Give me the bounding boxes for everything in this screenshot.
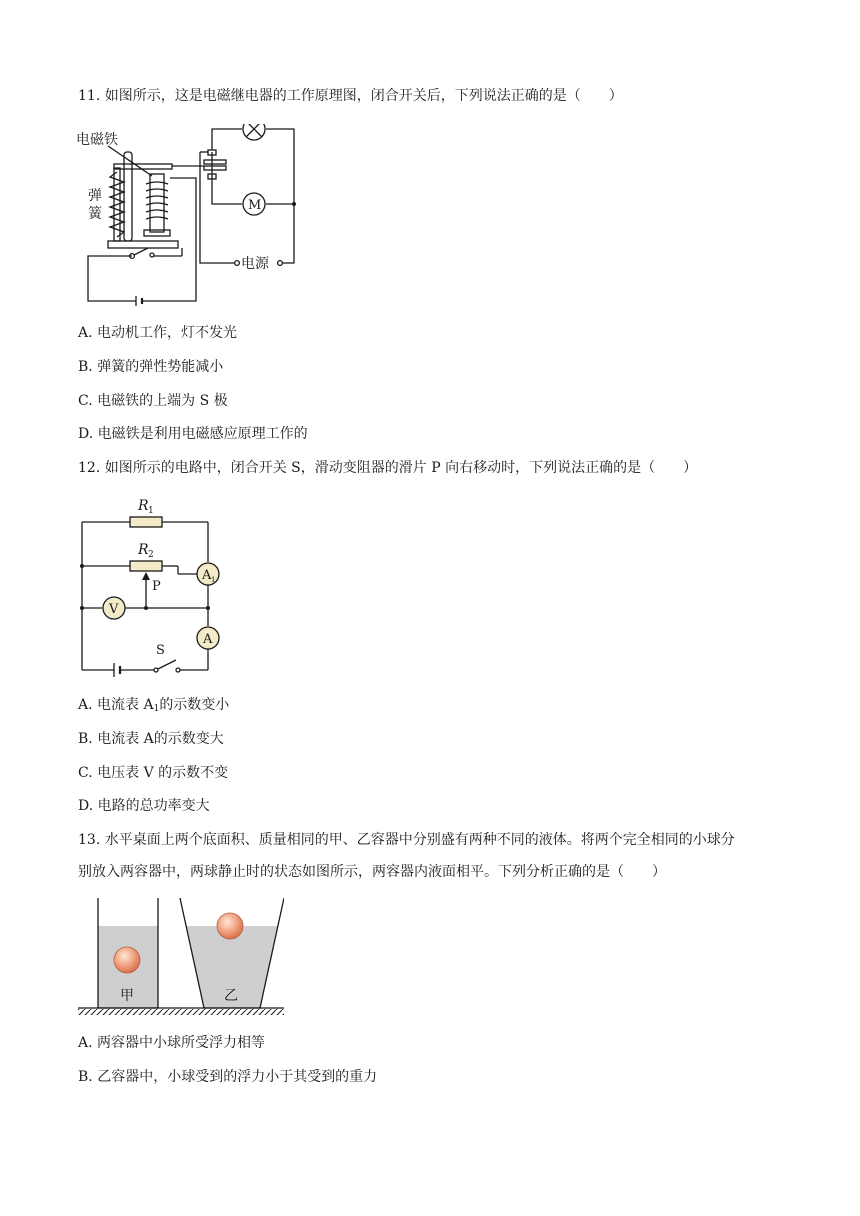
q12-option-a-prefix: A. 电流表 A bbox=[78, 697, 154, 713]
relay-circuit-diagram bbox=[74, 124, 310, 308]
power-terminal-right bbox=[278, 261, 283, 266]
q11-option-d: D. 电磁铁是利用电磁感应原理工作的 bbox=[78, 426, 308, 442]
spring-label-top: 弹 bbox=[88, 188, 102, 204]
container-left-label: 甲 bbox=[120, 988, 134, 1004]
switch-contact-right bbox=[150, 253, 154, 257]
electromagnet-foot bbox=[144, 230, 170, 236]
r2-label: R bbox=[138, 542, 149, 558]
switch-blade bbox=[134, 248, 148, 255]
power-wire-left bbox=[200, 152, 234, 263]
q11-option-a: A. 电动机工作，灯不发光 bbox=[78, 325, 238, 341]
q13-stem-line2: 别放入两容器中，两球静止时的状态如图所示，两容器内液面相平。下列分析正确的是（ ） bbox=[78, 864, 666, 880]
power-wire-right bbox=[282, 204, 294, 263]
motor-wire-left bbox=[212, 184, 242, 204]
q12-option-b: B. 电流表 A的示数变大 bbox=[78, 731, 224, 747]
q12-circuit-figure bbox=[72, 492, 232, 682]
junction-dot-4 bbox=[206, 606, 210, 610]
resistor-r1 bbox=[130, 517, 162, 527]
control-wire-left bbox=[88, 256, 136, 301]
junction-dot-2 bbox=[80, 606, 84, 610]
ground-hatch bbox=[78, 1009, 284, 1015]
junction-dot bbox=[292, 202, 296, 206]
q13-containers-figure bbox=[78, 896, 284, 1024]
q11-option-b: B. 弹簧的弹性势能减小 bbox=[78, 359, 224, 375]
q12-option-a-suffix: 的示数变小 bbox=[159, 697, 230, 713]
q12-option-a-subscript: 1 bbox=[153, 704, 160, 714]
ball-right bbox=[217, 913, 243, 939]
motor-label: M bbox=[248, 198, 262, 213]
q12-option-c: C. 电压表 V 的示数不变 bbox=[78, 765, 229, 781]
q13-option-a: A. 两容器中小球所受浮力相等 bbox=[78, 1035, 266, 1051]
containers-diagram bbox=[78, 896, 284, 1020]
r1-label: R bbox=[138, 498, 149, 514]
q13-option-b: B. 乙容器中，小球受到的浮力小于其受到的重力 bbox=[78, 1069, 378, 1085]
q13-stem-line1: 13. 水平桌面上两个底面积、质量相同的甲、乙容器中分别盛有两种不同的液体。将两个完全相同的小球分 bbox=[78, 832, 735, 848]
q12-option-a bbox=[78, 695, 229, 719]
ammeter-a-label: A bbox=[203, 632, 213, 647]
switch-s-contact-right bbox=[176, 668, 180, 672]
upper-contact-plate bbox=[204, 160, 226, 164]
r1-subscript: 1 bbox=[148, 506, 154, 516]
junction-dot-3 bbox=[144, 606, 148, 610]
ammeter-a1-subscript: 1 bbox=[211, 576, 216, 584]
slider-arrow-icon bbox=[142, 572, 150, 580]
voltmeter-label: V bbox=[109, 602, 119, 617]
electromagnet-coil bbox=[146, 182, 168, 219]
resistor-circuit-diagram bbox=[72, 492, 232, 678]
power-terminal-left bbox=[235, 261, 240, 266]
q11-relay-figure bbox=[74, 124, 310, 312]
r2-subscript: 2 bbox=[148, 550, 154, 560]
resistor-r2 bbox=[130, 561, 162, 571]
container-right-label: 乙 bbox=[224, 988, 238, 1004]
armature-bar bbox=[114, 164, 172, 169]
power-label: 电源 bbox=[241, 256, 269, 272]
electromagnet-label: 电磁铁 bbox=[76, 132, 118, 148]
spring-coil bbox=[110, 172, 124, 237]
lower-contact-plate bbox=[204, 166, 226, 170]
switch-label: S bbox=[156, 643, 165, 658]
q12-stem: 12. 如图所示的电路中，闭合开关 S，滑动变阻器的滑片 P 向右移动时，下列说法正确的是（ ） bbox=[78, 460, 698, 476]
q11-option-c: C. 电磁铁的上端为 S 极 bbox=[78, 393, 228, 409]
q11-stem: 11. 如图所示，这是电磁继电器的工作原理图，闭合开关后，下列说法正确的是（ ） bbox=[78, 88, 623, 104]
junction-dot-1 bbox=[80, 564, 84, 568]
switch-s-blade bbox=[158, 660, 176, 669]
lamp-wire-left bbox=[212, 129, 242, 150]
lamp-wire-right bbox=[266, 129, 294, 204]
lamp-icon bbox=[243, 124, 265, 140]
ball-left bbox=[114, 947, 140, 973]
ammeter-a1-label: A bbox=[202, 568, 212, 583]
switch-s-contact-left bbox=[154, 668, 158, 672]
armature-pivot-post bbox=[124, 152, 132, 241]
relay-base bbox=[108, 241, 178, 248]
spring-label-bottom: 簧 bbox=[88, 206, 102, 222]
slider-label: P bbox=[152, 579, 161, 594]
q12-option-d: D. 电路的总功率变大 bbox=[78, 798, 210, 814]
